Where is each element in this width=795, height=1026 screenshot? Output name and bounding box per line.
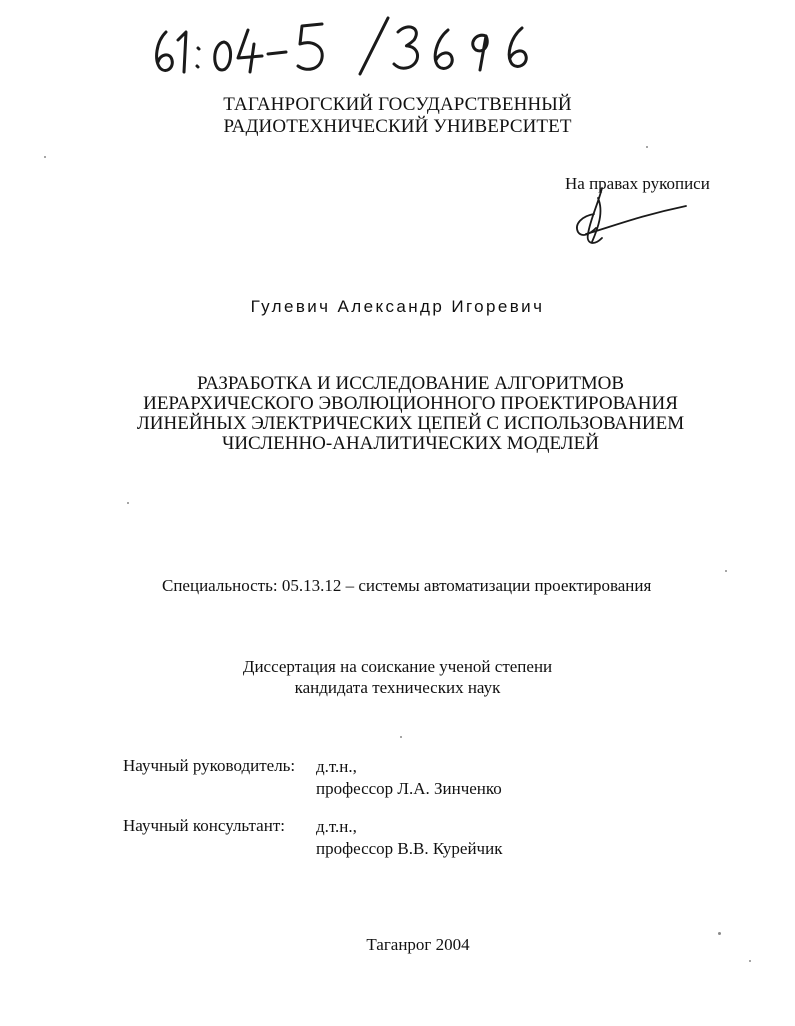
scan-speck — [400, 736, 402, 738]
degree-line-2: кандидата технических наук — [294, 678, 501, 697]
degree-statement — [0, 656, 795, 698]
scan-speck — [718, 932, 721, 935]
title-line-2: ИЕРАРХИЧЕСКОГО ЭВОЛЮЦИОННОГО ПРОЕКТИРОВАНИЯ — [143, 393, 678, 414]
title-line-4: ЧИСЛЕННО-АНАЛИТИЧЕСКИХ МОДЕЛЕЙ — [221, 433, 600, 454]
signature-drawing — [568, 184, 696, 250]
supervisor-degree: д.т.н., — [316, 757, 357, 776]
degree-line-1: Диссертация на соискание ученой степени — [242, 657, 553, 676]
specialty-line: Специальность: 05.13.12 – системы автоматизации проектирования — [162, 576, 652, 595]
consultant-details — [316, 816, 502, 860]
supervisor-name: профессор Л.А. Зинченко — [316, 779, 502, 798]
handwritten-library-code — [150, 14, 550, 76]
handwritten-signature — [568, 184, 696, 250]
university-line-1: ТАГАНРОГСКИЙ ГОСУДАРСТВЕННЫЙ — [223, 94, 572, 115]
scan-speck — [127, 502, 129, 504]
city-year: Таганрог 2004 — [366, 935, 470, 954]
handwritten-code-drawing — [150, 14, 550, 76]
university-name — [0, 94, 795, 138]
manuscript-rights-label: На правах рукописи — [565, 174, 710, 193]
consultant-degree: д.т.н., — [316, 817, 357, 836]
scan-speck — [646, 146, 648, 148]
dissertation-title — [0, 374, 795, 454]
scan-speck — [749, 960, 751, 962]
title-line-1: РАЗРАБОТКА И ИССЛЕДОВАНИЕ АЛГОРИТМОВ — [196, 373, 625, 394]
title-line-3: ЛИНЕЙНЫХ ЭЛЕКТРИЧЕСКИХ ЦЕПЕЙ С ИСПОЛЬЗОВАНИЕМ — [136, 413, 685, 434]
supervisor-label: Научный руководитель: — [123, 756, 296, 775]
university-line-2: РАДИОТЕХНИЧЕСКИЙ УНИВЕРСИТЕТ — [223, 116, 572, 137]
consultant-name: профессор В.В. Курейчик — [316, 839, 503, 858]
consultant-label: Научный консультант: — [123, 816, 285, 835]
scan-speck — [44, 156, 46, 158]
author-name: Гулевич Александр Игоревич — [250, 297, 545, 316]
supervisor-details — [316, 756, 502, 800]
scan-speck — [725, 570, 727, 572]
